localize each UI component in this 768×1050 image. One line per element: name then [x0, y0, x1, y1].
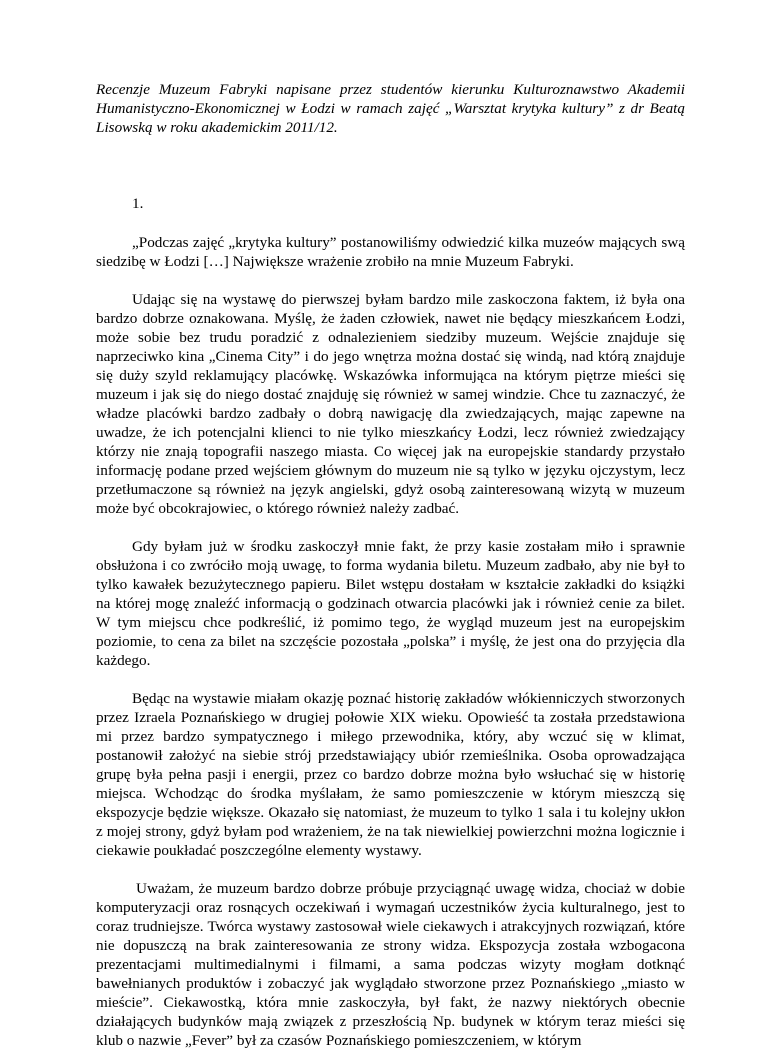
opening-quote: „Podczas zajęć „krytyka kultury” postanowiliśmy odwiedzić kilka muzeów mających swą siedzibę w Łodzi […] Największe wrażenie zrobiło na mnie Muzeum Fabryki.: [96, 234, 685, 270]
paragraph: Gdy byłam już w środku zaskoczył mnie fakt, że przy kasie zostałam miło i sprawnie obsłużona i co zwróciło moją uwagę, to forma wydania biletu. Muzeum zadbało, aby nie był to tylko kawałek bezużytecznego papieru. Bilet wstępu dostałam w kształcie zakładki do książki na której mogę znaleźć informacją o godzinach otwarcia placówki jak i również cenie za bilet. W tym miejscu chce podkreślić, iż pomimo tego, że wygląd muzeum jest na europejskim poziomie, to cena za bilet na szczęście pozostała „polska” i myślę, że jest ona do przyjęcia dla każdego.: [96, 538, 685, 669]
paragraph: Udając się na wystawę do pierwszej byłam bardzo mile zaskoczona faktem, iż była ona bardzo dobrze oznakowana. Myślę, że żaden człowiek, nawet nie będący mieszkańcem Łodzi, może sobie bez trudu poradzić z odnalezieniem siedziby muzeum. Wejście znajduje się naprzeciwko kina „Cinema City” i do jego wnętrza można dostać się windą, nad którą znajduje się duży szyld reklamujący placówkę. Wskazówka informująca na którym piętrze mieści się muzeum i jak się do niego dostać znajduję się również w samej windzie. Chce tu zaznaczyć, że władze placówki bardzo zadbały o dobrą nawigację dla zwiedzających, mając zapewne na uwadze, że ich potencjalni klienci to nie tylko mieszkańcy Łodzi, lecz również zwiedzający którzy nie znają topografii naszego miasta. Co więcej jak na europejskie standardy przystało informację podane przed wejściem głównym do muzeum nie są tylko w języku ojczystym, lecz przetłumaczone są również na język angielski, gdyż osobą zainteresowaną wizytą w muzeum może być obcokrajowiec, o którego również należy zadbać.: [96, 291, 685, 517]
document-intro: Recenzje Muzeum Fabryki napisane przez studentów kierunku Kulturoznawstwo Akademii Humanistyczno-Ekonomicznej w Łodzi w ramach zajęć „Warsztat krytyka kultury” z dr Beatą Lisowską w roku akademickim 2011/12.: [96, 81, 685, 136]
paragraph: Uważam, że muzeum bardzo dobrze próbuje przyciągnąć uwagę widza, chociaż w dobie komputeryzacji oraz rosnących oczekiwań i wymagań uczestników życia kulturalnego, jest to coraz trudniejsze. Twórca wystawy zastosował wiele ciekawych i atrakcyjnych rozwiązań, które nie dopuszczą na brak zainteresowania ze strony widza. Ekspozycja została wzbogacona prezentacjami multimedialnymi i filmami, a sama podczas wizyty mogłam dotknąć bawełnianych produktów i zobaczyć jak wyglądało stworzone przez Poznańskiego „miasto w mieście”. Ciekawostką, która mnie zaskoczyła, był fakt, że nazwy niektórych obecnie działających budynków mają związek z przeszłością Np. budynek w którym teraz mieści się klub o nazwie „Fever” był za czasów Poznańskiego pomieszczeniem, w którym: [96, 880, 685, 1049]
paragraph: Będąc na wystawie miałam okazję poznać historię zakładów włókienniczych stworzonych przez Izraela Poznańskiego w drugiej połowie XIX wieku. Opowieść ta została przedstawiona mi przez bardzo sympatycznego i miłego przewodnika, który, aby wczuć się w klimat, postanowił założyć na siebie strój przedstawiający ubiór rzemieślnika. Osoba oprowadzająca grupę była pełna pasji i energii, przez co bardzo dobrze można było wsłuchać się w historię miejsca. Wchodząc do środka myślałam, że samo pomieszczenie w którym mieszczą się ekspozycje będzie większe. Okazało się natomiast, że muzeum to tylko 1 sala i tu kolejny ukłon z mojej strony, gdyż byłam pod wrażeniem, że na tak niewielkiej powierzchni można logicznie i ciekawie poukładać poszczególne elementy wystawy.: [96, 690, 685, 859]
section-number: 1.: [132, 195, 144, 212]
